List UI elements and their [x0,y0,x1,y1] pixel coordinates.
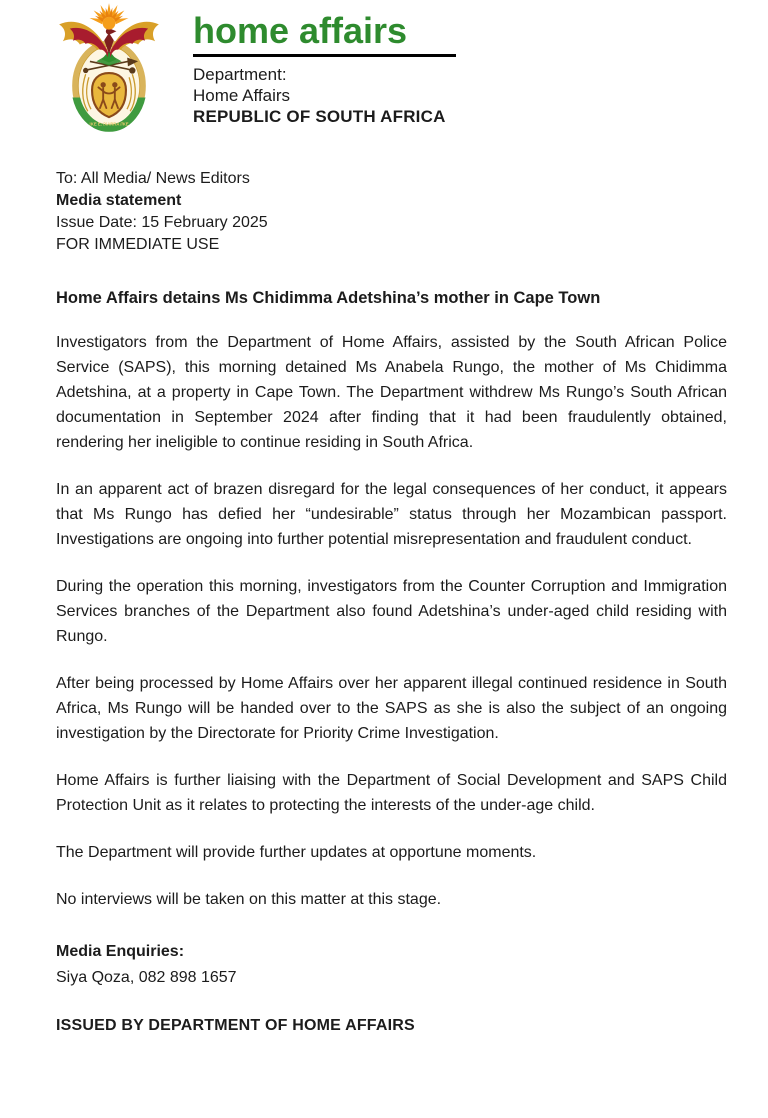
statement-body [56,330,727,912]
country-line: REPUBLIC OF SOUTH AFRICA [193,107,446,126]
paragraph-7: No interviews will be taken on this matter at this stage. [56,891,442,908]
statement-type: Media statement [56,192,182,209]
statement-meta [56,168,727,256]
brand-divider [193,54,456,57]
paragraph-3: During the operation this morning, investigators from the Counter Corruption and Immigration Services branches of the Department also found Adetshina’s under-aged child residing with Rungo. [56,578,727,645]
coat-of-arms-logo [56,2,162,132]
paragraph-6: The Department will provide further updates at opportune moments. [56,844,537,861]
media-contact: Siya Qoza, 082 898 1657 [56,969,237,986]
logo-motto-text: !KE E: /XARRA //KE [89,121,129,127]
department-label: Department: [193,65,287,84]
paragraph-2: In an apparent act of brazen disregard for the legal consequences of her conduct, it appears that Ms Rungo has defied her “undesirable” status through her Mozambican passport. Investigations are ongoing into further potential misrepresentation and fraudulent conduct. [56,481,727,548]
brand-block [193,2,456,127]
release-line: FOR IMMEDIATE USE [56,236,220,253]
letterhead [56,2,727,132]
issued-by-line: ISSUED BY DEPARTMENT OF HOME AFFAIRS [56,1017,415,1034]
paragraph-5: Home Affairs is further liaising with the Department of Social Development and SAPS Child Protection Unit as it relates to protecting the interests of the under-age child. [56,772,727,814]
statement-footer [56,939,727,1039]
media-enquiries-label: Media Enquiries: [56,943,185,960]
recipient-line: To: All Media/ News Editors [56,170,250,187]
south-african-coat-of-arms-icon [56,2,162,132]
issue-date: Issue Date: 15 February 2025 [56,214,268,231]
paragraph-1: Investigators from the Department of Home Affairs, assisted by the South African Police Service (SAPS), this morning detained Ms Anabela Rungo, the mother of Ms Chidimma Adetshina, at a property in Cape Town. The Department withdrew Ms Rungo’s South African documentation in September 2024 after finding that it had been fraudulently obtained, rendering her ineligible to continue residing in South Africa. [56,334,727,451]
paragraph-4: After being processed by Home Affairs over her apparent illegal continued residence in South Africa, Ms Rungo will be handed over to the SAPS as she is also the subject of an ongoing investigation by the Directorate for Priority Crime Investigation. [56,675,727,742]
headline: Home Affairs detains Ms Chidimma Adetshina’s mother in Cape Town [56,289,601,307]
department-name: Home Affairs [193,86,291,105]
brand-wordmark: home affairs [193,10,408,51]
